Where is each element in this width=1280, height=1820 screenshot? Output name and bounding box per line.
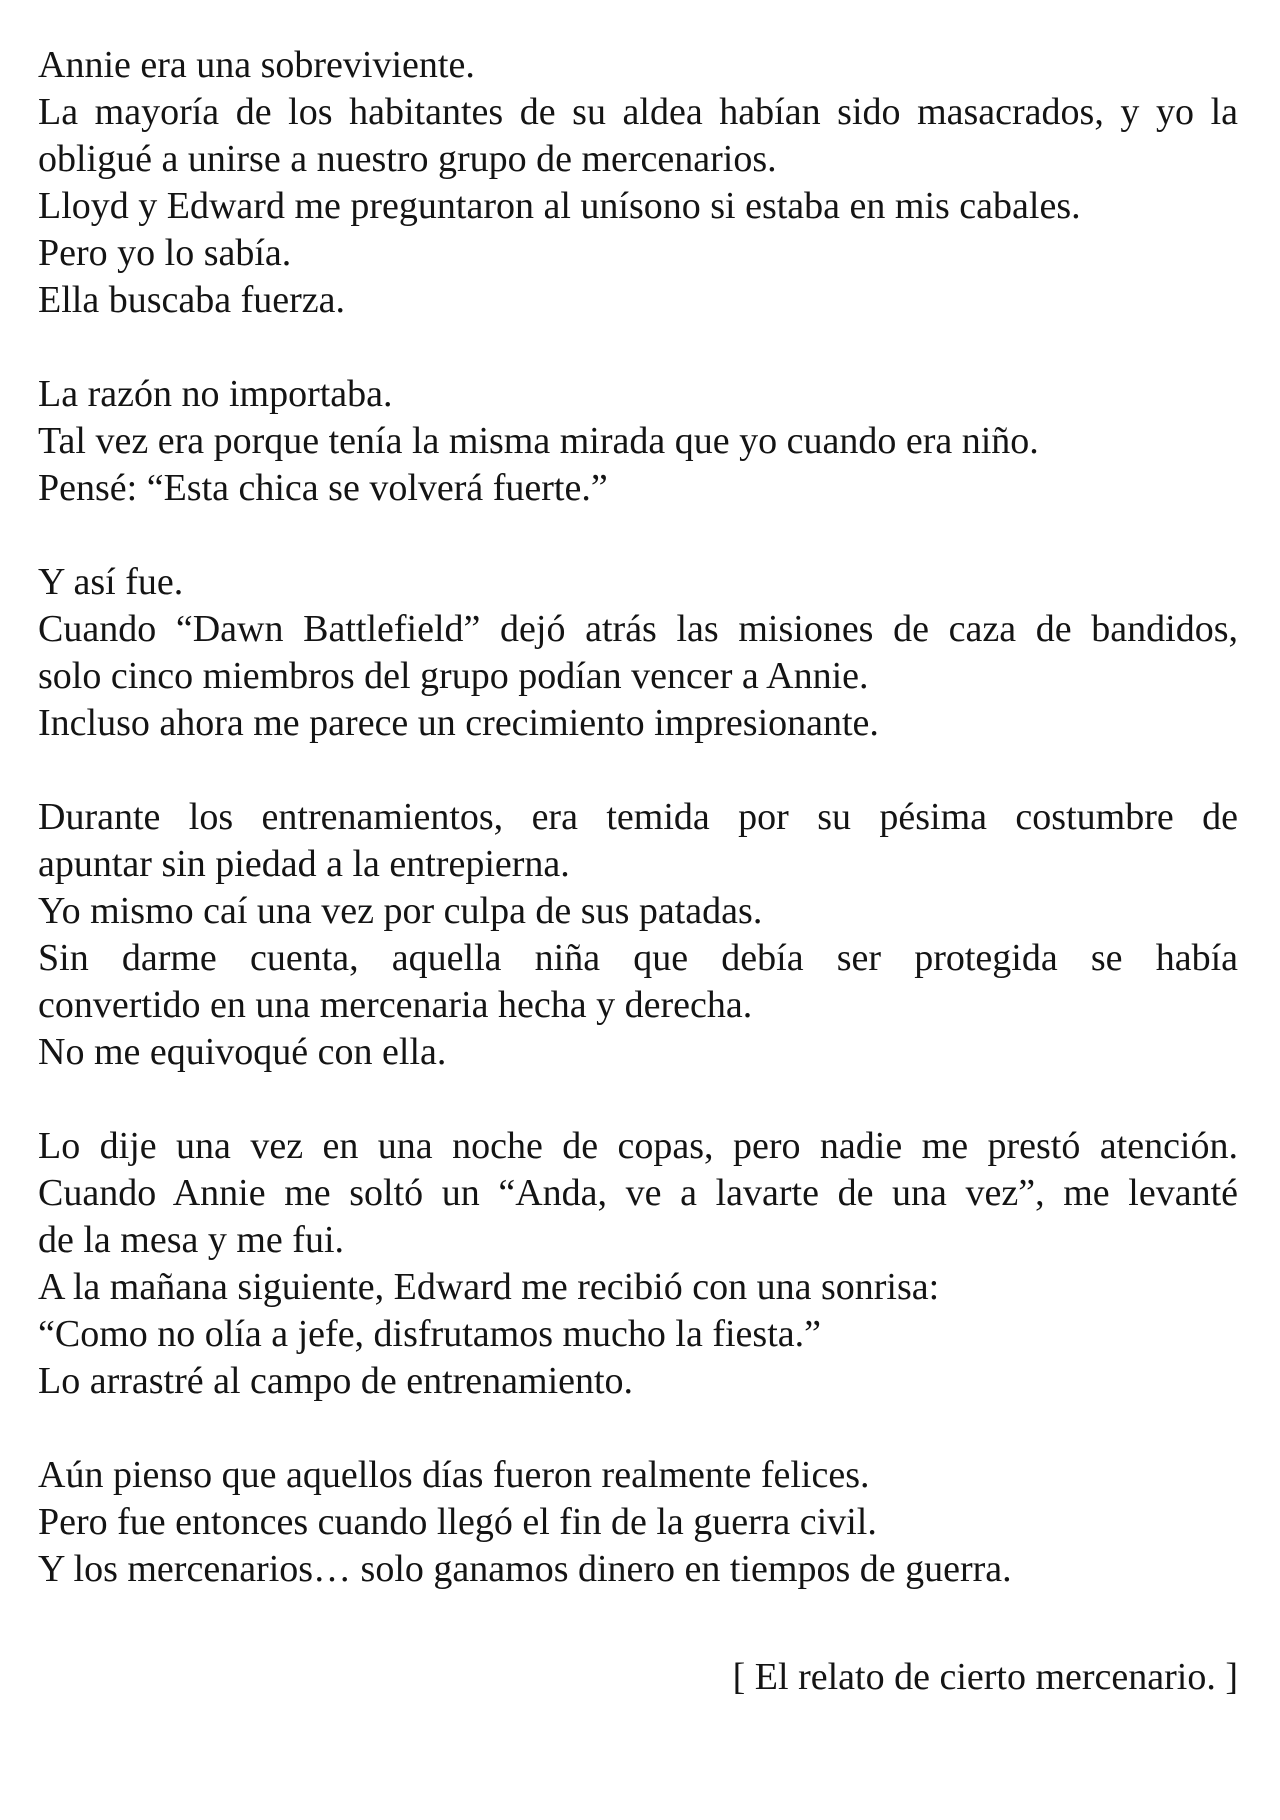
text-line: Aún pienso que aquellos días fueron realmente felices.	[38, 1454, 870, 1496]
paragraph-3	[38, 559, 1238, 747]
text-line: Pero fue entonces cuando llegó el fin de la guerra civil.	[38, 1501, 877, 1543]
paragraph-5	[38, 1123, 1238, 1405]
paragraph-4	[38, 794, 1238, 1076]
story-text	[38, 42, 1238, 1640]
text-line: de la mesa y me fui.	[38, 1219, 345, 1261]
text-line: Incluso ahora me parece un crecimiento impresionante.	[38, 702, 879, 744]
text-line: obligué a unirse a nuestro grupo de mercenarios.	[38, 138, 777, 180]
text-line: Durante los entrenamientos, era temida por su pésima costumbre de	[38, 796, 1238, 838]
paragraph-1	[38, 42, 1238, 324]
text-line: Lo arrastré al campo de entrenamiento.	[38, 1360, 634, 1402]
text-line: Lo dije una vez en una noche de copas, pero nadie me prestó atención.	[38, 1125, 1238, 1167]
text-line: La razón no importaba.	[38, 373, 393, 415]
paragraph-2	[38, 371, 1238, 512]
text-line: No me equivoqué con ella.	[38, 1031, 447, 1073]
text-line: Lloyd y Edward me preguntaron al unísono si estaba en mis cabales.	[38, 185, 1081, 227]
text-line: Pensé: “Esta chica se volverá fuerte.”	[38, 467, 608, 509]
text-line: solo cinco miembros del grupo podían vencer a Annie.	[38, 655, 869, 697]
text-line: convertido en una mercenaria hecha y derecha.	[38, 984, 753, 1026]
text-line: A la mañana siguiente, Edward me recibió con una sonrisa:	[38, 1266, 940, 1308]
text-line: Pero yo lo sabía.	[38, 232, 292, 274]
text-line: Cuando “Dawn Battlefield” dejó atrás las misiones de caza de bandidos,	[38, 608, 1238, 650]
text-line: apuntar sin piedad a la entrepierna.	[38, 843, 570, 885]
text-line: Ella buscaba fuerza.	[38, 279, 345, 321]
text-line: Cuando Annie me soltó un “Anda, ve a lavarte de una vez”, me levanté	[38, 1172, 1238, 1214]
text-line: Y los mercenarios… solo ganamos dinero en tiempos de guerra.	[38, 1548, 1012, 1590]
text-line: Yo mismo caí una vez por culpa de sus patadas.	[38, 890, 763, 932]
text-line: Sin darme cuenta, aquella niña que debía ser protegida se había	[38, 937, 1238, 979]
story-signature: [ El relato de cierto mercenario. ]	[732, 1656, 1238, 1698]
text-line: La mayoría de los habitantes de su aldea habían sido masacrados, y yo la	[38, 91, 1238, 133]
paragraph-6	[38, 1452, 1238, 1593]
text-line: Y así fue.	[38, 561, 184, 603]
text-line: Tal vez era porque tenía la misma mirada que yo cuando era niño.	[38, 420, 1039, 462]
text-line: “Como no olía a jefe, disfrutamos mucho la fiesta.”	[38, 1313, 821, 1355]
text-line: Annie era una sobreviviente.	[38, 44, 475, 86]
